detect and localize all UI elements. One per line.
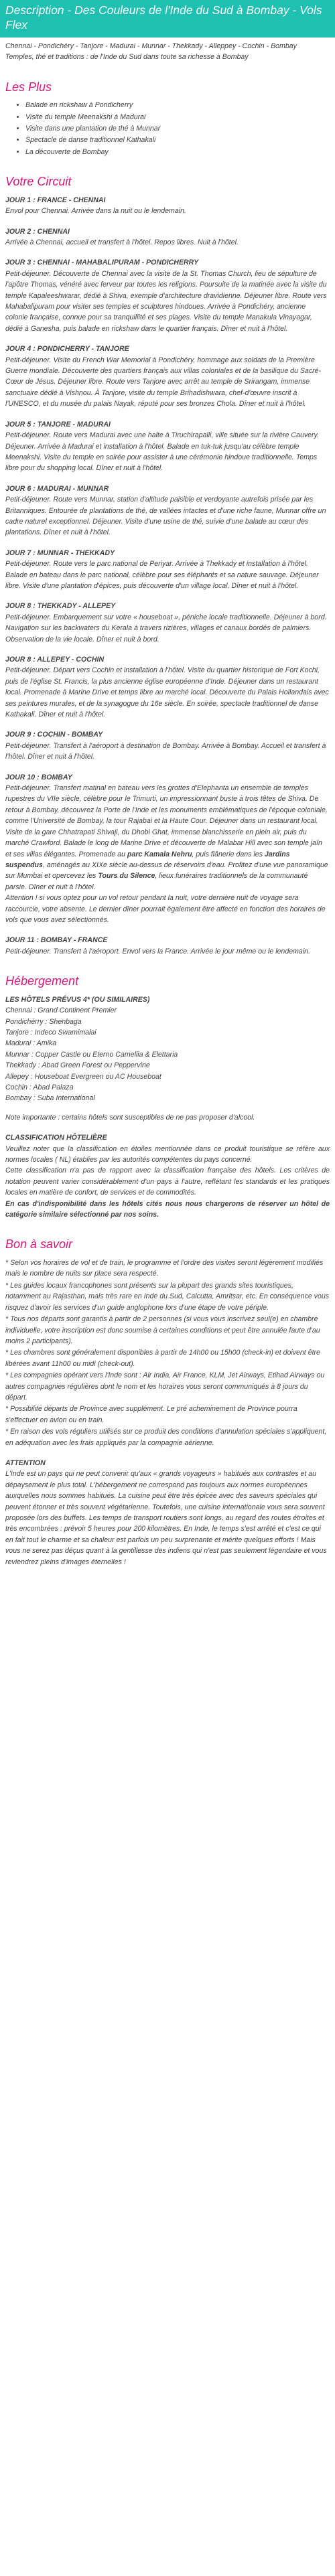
day-title: JOUR 7 : MUNNAR - THEKKADY [5, 548, 115, 557]
list-item: Cochin : Abad Palaza [5, 1083, 74, 1091]
day-title: JOUR 9 : COCHIN - BOMBAY [5, 731, 103, 739]
savoir-heading: Bon à savoir [5, 1237, 73, 1252]
list-item: Tanjore : Indeco Swamimalai [5, 1028, 96, 1037]
day-description: Petit-déjeuner. Route vers Madurai avec une halte à Tiruchirapalli, ville située sur la rivière Cauvery. Déjeuner. Arrivée à Madurai et installation à l'hôtel. Balade en tuk-tuk jusqu'au célèbre temple Meenakshi. Visite du temple en soirée pour assister à une cérémonie hindoue traditionnelle. Temps libre pour du shopping local. Dîner et nuit à l'hôtel. [5, 431, 320, 473]
day-title: JOUR 8 : ALLEPEY - COCHIN [5, 656, 105, 664]
day-block [5, 419, 330, 474]
day-title: JOUR 4 : PONDICHERRY - TANJORE [5, 345, 129, 354]
day-description: Petit-déjeuner. Transfert à l'aéroport à destination de Bombay. Arrivée à Bombay. Accueil et transfert à l'hôtel. Dîner et nuit à l'hôtel. [5, 741, 326, 761]
intro-route: Chennai - Pondichéry - Tanjore - Madurai - Munnar - Thekkady - Alleppey - Cochin - Bombay [5, 42, 297, 50]
list-item: * En raison des vols réguliers utilisés sur ce produit des conditions d'annulation spéciales s'appliquent, en adéquation avec les frais appliqués par la compagnie aérienne. [5, 1428, 327, 1447]
list-item: • La découverte de Bombay [25, 147, 330, 157]
day-block [5, 729, 330, 762]
day-warning: Attention ! si vous optez pour un vol retour pendant la nuit, votre dernière nuit de voyage sera raccourcie, votre absente. Le dernier dîner pourrait également être affecté en fonction des horaires de vols que vous avez sélectionnés. [5, 894, 326, 924]
content [0, 41, 335, 1568]
day-title: JOUR 11 : BOMBAY - FRANCE [5, 936, 108, 945]
classification-heading: CLASSIFICATION HÔTELIÈRE [5, 1134, 107, 1142]
place-name: Jardins suspendus [5, 850, 290, 869]
day-title: JOUR 1 : FRANCE - CHENNAI [5, 196, 106, 204]
plus-list [5, 100, 330, 157]
list-item: * Les chambres sont généralement disponibles à partir de 14h00 ou 15h00 (check-in) et doivent être libérées avant 11h00 ou midi (check-out). [5, 1349, 320, 1368]
classification-text: Cette classification n'a pas de rapport avec la classification française des hôtels. Les critères de notation peuvent varier considérablement d'un pays à l'autre, reflétant les standards et les pratiques locales en matière de confort, de services et de commodités. [5, 1166, 330, 1197]
list-item: * Les guides locaux francophones sont présents sur la plupart des grands sites touristiques, notamment au Rajasthan, mais très rare en Inde du Sud, Calcutta, Amritsar, etc. En conséquence vous risquez d'avoir les services d'un guide anglophone lors d'une étape de votre périple. [5, 1281, 330, 1312]
hotel-list [5, 1005, 330, 1104]
day-block [5, 935, 330, 957]
hotels-subheading: LES HÔTELS PRÉVUS 4* (OU SIMILAIRES) [5, 995, 150, 1004]
day-description: Petit-déjeuner. Route vers le parc national de Periyar. Arrivée à Thekkady et installation à l'hôtel. Balade en bateau dans le parc national, célèbre pour ses éléphants et sa nature sauvage. Déjeuner libre. Visite d'une plantation d'épices, puis découverte d'un village local. Dîner et nuit à l'hôtel. [5, 560, 319, 590]
plus-heading: Les Plus [5, 80, 52, 94]
circuit-heading: Votre Circuit [5, 175, 72, 189]
day-block [5, 257, 330, 334]
day-description [5, 783, 330, 893]
day-description: Petit-déjeuner. Visite du French War Memorial à Pondichéry, hommage aux soldats de la Première Guerre mondiale. Découverte des quartiers français aux villas coloniales et de la basilique du Sacré-Cœur de Jésus. Déjeuner libre. Route vers Tanjore avec arrêt au temple de Srirangam, immense sanctuaire dédié à Vishnou. À Tanjore, visite du temple Brihadishwara, chef-d'œuvre inscrit à l'UNESCO, et du musée du palais Nayak, réputé pour ses bronzes Chola. Dîner et nuit à l'hôtel. [5, 356, 322, 408]
day-block [5, 226, 330, 248]
day-title: JOUR 5 : TANJORE - MADURAI [5, 420, 111, 429]
day-description: Petit-déjeuner. Découverte de Chennai avec la visite de la St. Thomas Church, lieu de sépulture de l'apôtre Thomas, vénéré avec ferveur par toutes les religions. Poursuite de la matinée avec la visite du temple Kapaleeshwarar, dédié à Shiva, exemple d'architecture dravidienne. Déjeuner libre. Route vers Mahabalipuram pour visiter ses temples et sculptures hindoues. Arrivée à Pondichéry, ancienne colonie française, connue pour sa tranquillité et ses plages. Visite du temple Manakula Vinayagar, dédié à Ganesha, puis balade en rickshaw dans le quartier français. Dîner et nuit à l'hôtel. [5, 269, 327, 333]
list-item: * Les compagnies opérant vers l'Inde sont : Air India, Air France, KLM, Jet Airways, Etihad Airways ou autres compagnies régulières dont le nom et les horaires vous seront communiqués à 8 jours du départ. [5, 1371, 325, 1401]
day-description: Envol pour Chennai. Arrivée dans la nuit ou le lendemain. [5, 207, 186, 216]
day-title: JOUR 2 : CHENNAI [5, 227, 70, 236]
list-item: * Tous nos départs sont garantis à partir de 2 personnes (si vous vous inscrivez seul(e) en chambre individuelle, votre inscription est donc soumise à certaines conditions et peut être annulée faute d'au moins 2 participants). [5, 1315, 320, 1345]
day-block [5, 601, 330, 645]
hebergement-heading: Hébergement [5, 974, 79, 988]
list-item: Thekkady : Abad Green Forest ou Peppervine [5, 1061, 150, 1070]
day-block [5, 654, 330, 720]
day-block [5, 483, 330, 538]
day-text: , puis flânerie dans les [192, 850, 263, 858]
day-block [5, 548, 330, 592]
list-item: Allepey : Houseboat Evergreen ou AC Houseboat [5, 1072, 161, 1081]
intro [5, 41, 330, 63]
list-item: Munnar : Copper Castle ou Eterno Camellia & Elettaria [5, 1050, 178, 1059]
day-text: Petit-déjeuner. Transfert matinal en bateau vers les grottes d'Elephanta un ensemble de temples rupestres du VIIe siècle, célèbre pour le Trimurti, un impressionnant buste à trois têtes de Shiva. De retour à Bombay, découvrez la Porte de l'Inde et les monuments emblématiques de l'époque coloniale, comme l'Université de Bombay, la tour Rajabai et la Haute Cour. Déjeuner dans un restaurant local. Visite de la gare Chhatrapati Shivaji, du Dhobi Ghat, immense blanchisserie en plein air, puis du marché Crawford. Balade le long de Marine Drive et découverte de Malabar Hill avec son temple jaïn et ses villas élégantes. Promenade au [5, 784, 328, 858]
list-item: Bombay : Suba International [5, 1094, 95, 1103]
list-item: * Selon vos horaires de vol et de train, le programme et l'ordre des visites seront légèrement modifiés mais le nombre de nuits sur place sera respecté. [5, 1259, 324, 1278]
day-title: JOUR 6 : MADURAI - MUNNAR [5, 484, 109, 493]
place-name: parc Kamala Nehru [127, 850, 192, 858]
list-item: Madurai : Amika [5, 1039, 57, 1048]
day-block [5, 344, 330, 409]
list-item: • Visite du temple Meenakshi à Madurai [25, 112, 330, 123]
place-name: Tours du Silence [98, 872, 155, 881]
attention-text: L'Inde est un pays qui ne peut convenir qu'aux « grands voyageurs » habitués aux contrastes et au dépaysement le plus total. L'hébergement ne correspond pas toujours aux normes européennes auxquelles nous sommes habitués. La cuisine peut être très épicée avec des saveurs spéciales qui peuvent étonner et très souvent végétarienne. Toutefois, une cuisine internationale vous sera souvent proposée lors des buffets. Les temps de transport routiers sont longs, au regard des routes étroites et très encombrées : prévoir 5 heures pour 200 kilomètres. En Inde, le temps s'est arrêté et c'est ce qui en fait tout le charme et sa chaleur est parfois un peu surprenante et mérite quelques efforts ! Mais vous ne serez pas déçus quant à la gentillesse des indiens qui n'est pas seulement légendaire et vous reviendrez pleins d'images éternelles ! [5, 1470, 327, 1566]
intro-tagline: Temples, thé et traditions : de l'Inde du Sud dans toute sa richesse à Bombay [5, 53, 249, 62]
day-text: , aménagés au XIXe siècle au-dessus de réservoirs d'eau. Profitez d'une vue panoramique sur Mumbai et opercevez les [5, 860, 328, 881]
day-description: Petit-déjeuner. Départ vers Cochin et installation à l'hôtel. Visite du quartier historique de Fort Kochi, puis de l'église St. Francis, la plus ancienne église européenne d'Inde. Déjeuner dans un restaurant local. Promenade à Marine Drive et temps libre au marché local. Découverte du Palais Hollandais avec ses peintures murales, et de la synagogue du 16e siècle. En soirée, spectacle traditionnel de danse Kathakali. Dîner et nuit à l'hôtel. [5, 666, 329, 719]
list-item: • Spectacle de danse traditionnel Kathakali [25, 135, 330, 145]
page-title: Description - Des Couleurs de l'Inde du Sud à Bombay - Vols Flex [0, 0, 335, 37]
day-title: JOUR 10 : BOMBAY [5, 773, 72, 781]
savoir-notes [5, 1258, 330, 1448]
classification-bold-text: En cas d'indisponibilité dans les hôtels cités nous nous chargerons de réserver un hôtel de catégorie similaire sélectionné par nos soins. [5, 1199, 330, 1219]
list-item: * Possibilité départs de Province avec supplément. Le pré acheminement de Province pourra s'effectuer en avion ou en train. [5, 1405, 297, 1424]
day-text: , lieux funéraires traditionnels de la communauté parsie. Dîner et nuit à l'hôtel. [5, 872, 308, 891]
day-description: Arrivée à Chennai, accueil et transfert à l'hôtel. Repos libres. Nuit à l'hôtel. [5, 238, 239, 246]
list-item: • Visite dans une plantation de thé à Munnar [25, 123, 330, 134]
hotel-note: Note importante : certains hôtels sont susceptibles de ne pas proposer d'alcool. [5, 1113, 255, 1122]
attention-heading: ATTENTION [5, 1458, 46, 1467]
list-item: Pondichérry : Shenbaga [5, 1017, 82, 1026]
day-title: JOUR 3 : CHENNAI - MAHABALIPURAM - PONDICHERRY [5, 258, 199, 267]
classification-text: Veuillez noter que la classification en étoiles mentionnée dans ce produit touristique se réfère aux normes locales ( NL) établies par les autorités compétentes du pays concerné. [5, 1144, 330, 1164]
day-description: Petit-déjeuner. Transfert à l'aéroport. Envol vers la France. Arrivée le jour même ou le lendemain. [5, 947, 311, 956]
day-description: Petit-déjeuner. Embarquement sur votre « houseboat », péniche locale traditionnelle. Déjeuner à bord. Navigation sur les backwaters du Kerala à travers rizières, villages et canaux bordés de palmiers. Observation de la vie locale. Dîner et nuit à bord. [5, 613, 327, 643]
day-block [5, 772, 330, 926]
list-item: Chennai : Grand Continent Premier [5, 1006, 117, 1015]
day-block [5, 195, 330, 217]
list-item: • Balade en rickshaw à Pondicherry [25, 100, 330, 110]
day-title: JOUR 8 : THEKKADY - ALLEPEY [5, 602, 116, 611]
day-description: Petit-déjeuner. Route vers Munnar, station d'altitude paisible et verdoyante autrefois prisée par les Britanniques. Entourée de plantations de thé, de vallées intactes et d'une riche faune, Munnar offre un cadre naturel exceptionnel. Déjeuner. Visite d'une usine de thé, suivie d'une balade au cœur des plantations. Dîner et nuit à l'hôtel. [5, 496, 326, 537]
